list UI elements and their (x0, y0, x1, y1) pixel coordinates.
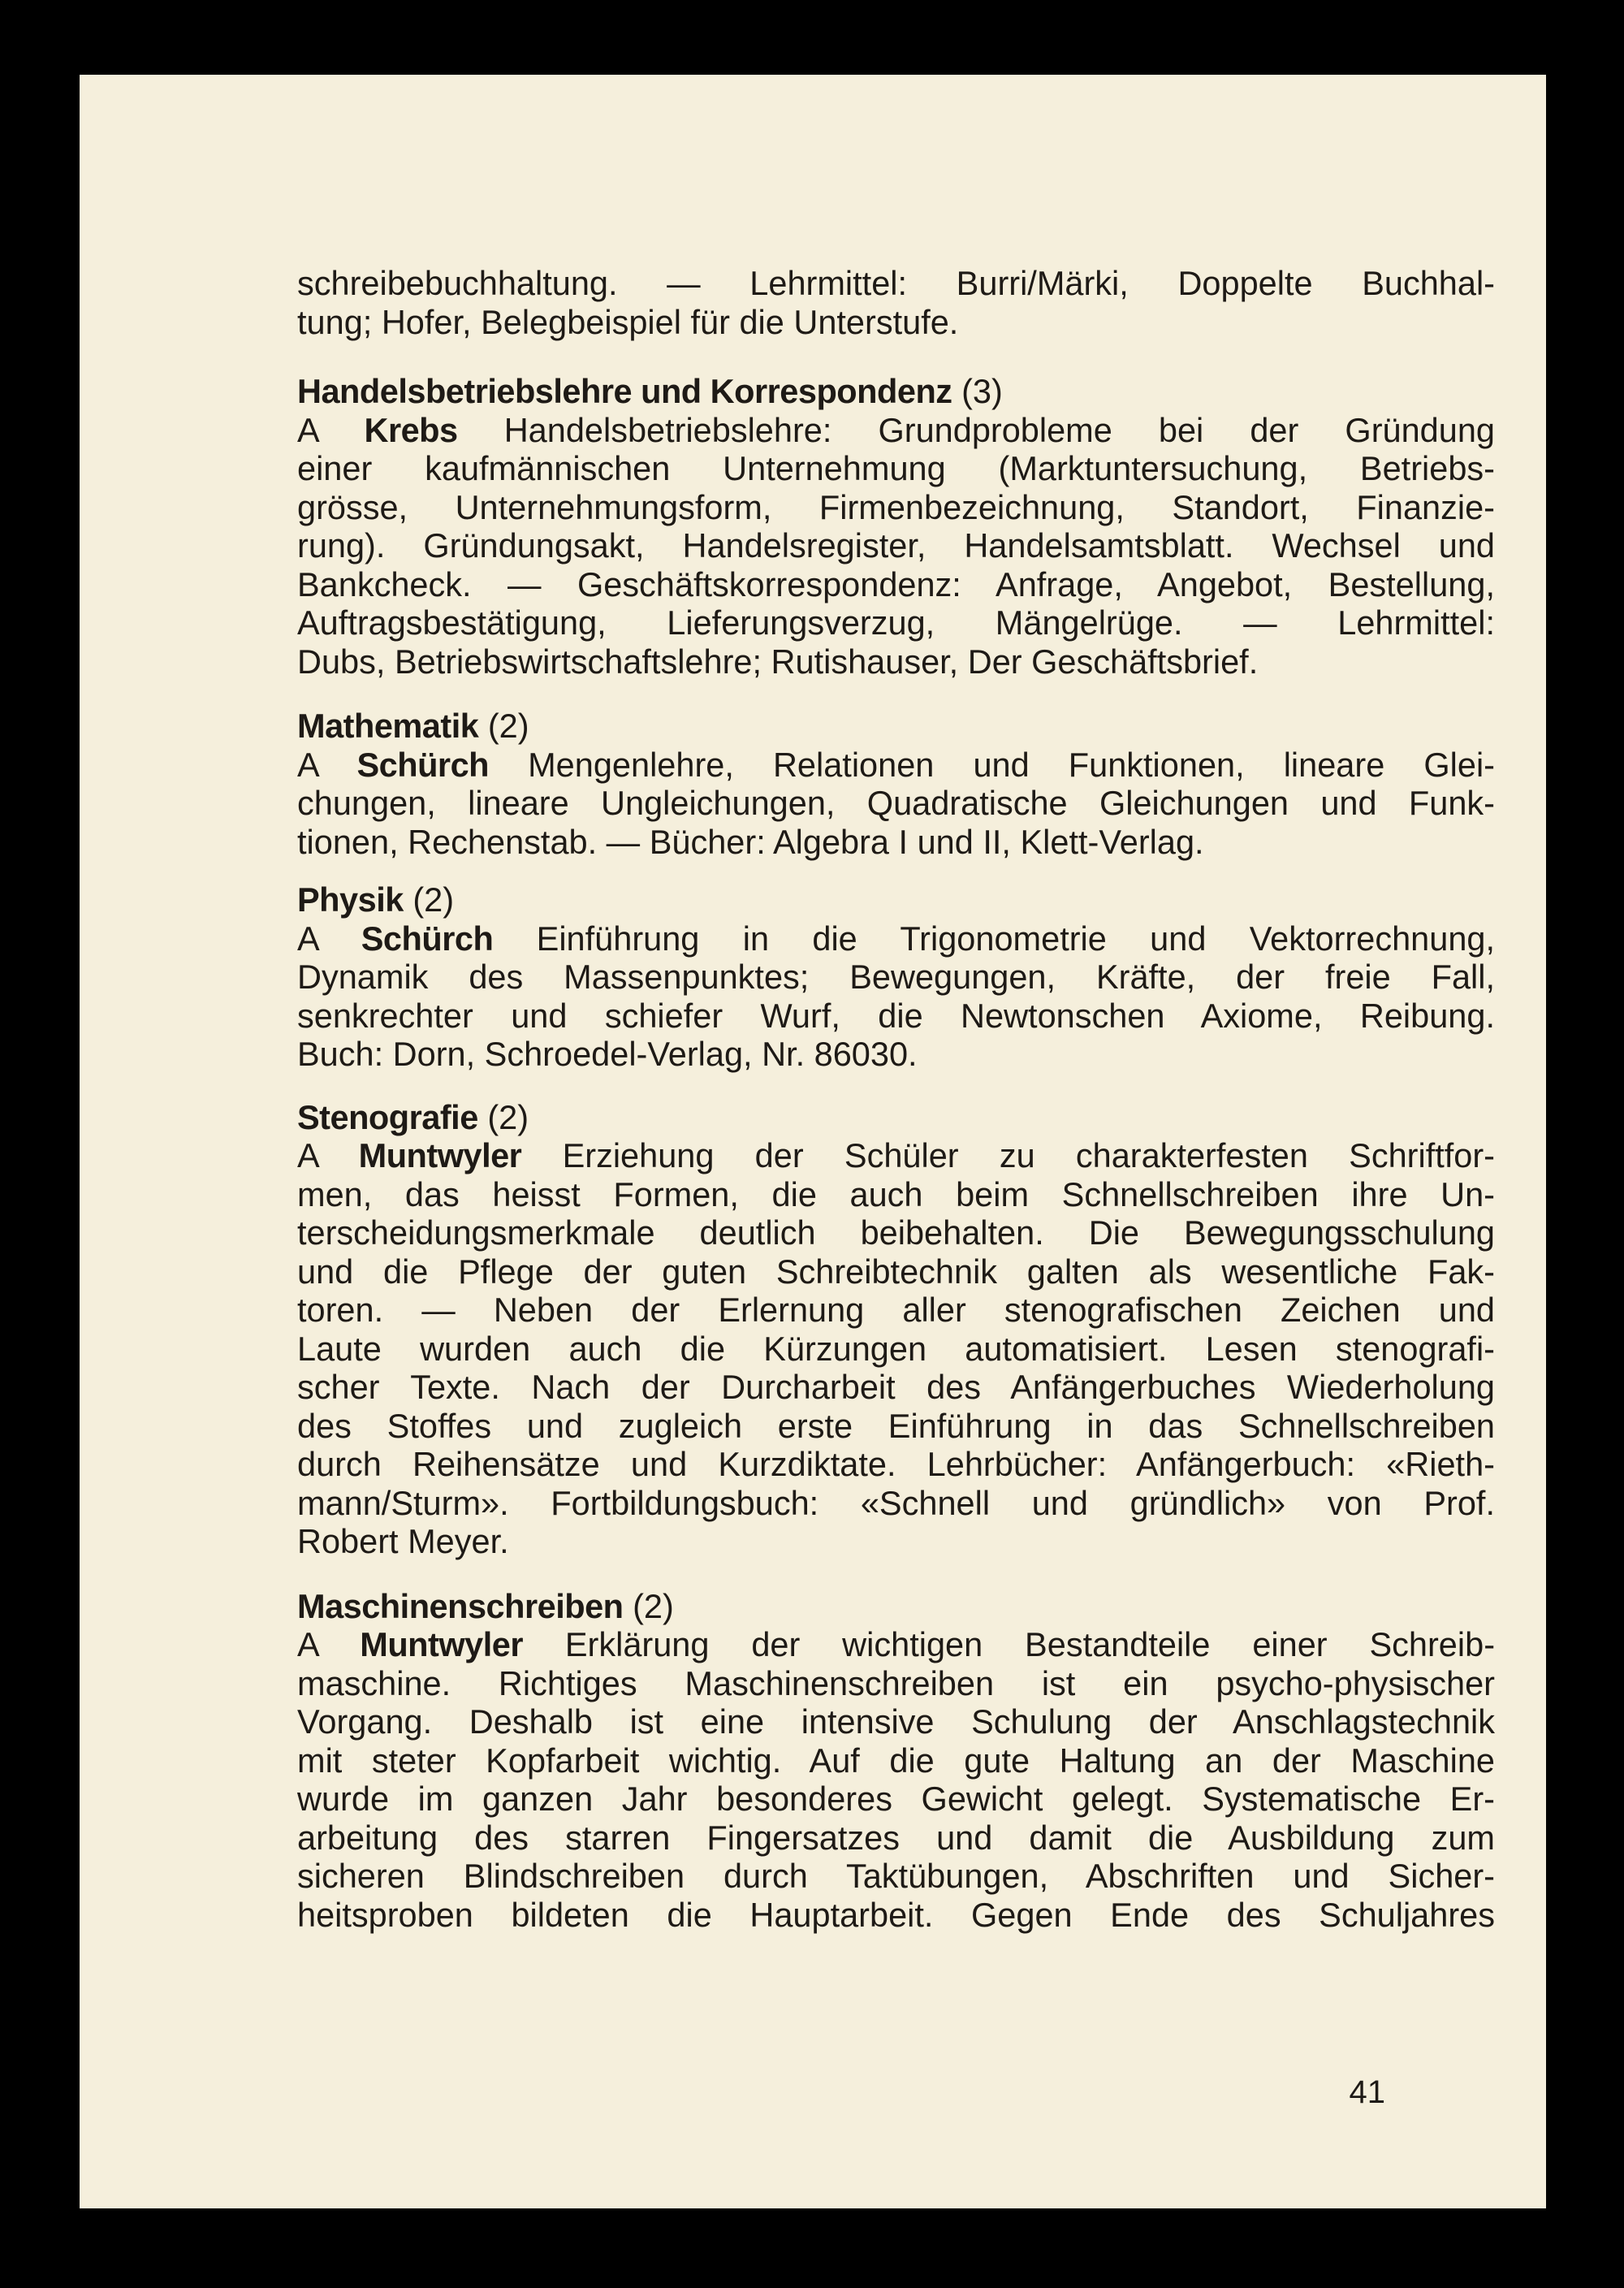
text-line: tung; Hofer, Belegbeispiel für die Unterstufe. (297, 302, 959, 341)
text-line (297, 411, 1495, 450)
text-line (297, 1136, 1495, 1175)
text-line: Dubs, Betriebswirtschaftslehre; Rutishauser, Der Geschäftsbrief. (297, 642, 1259, 681)
text-line: Dynamik des Massenpunktes; Bewegungen, Kräfte, der freie Fall, (297, 958, 1495, 996)
section-heading (297, 707, 1495, 746)
section-heading (297, 880, 1495, 919)
line-text: Erklärung der wichtigen Bestandteile einer Schreib- (564, 1625, 1496, 1663)
text-line: und die Pflege der guten Schreibtechnik galten als wesentliche Fak- (297, 1252, 1495, 1291)
teacher-name: Muntwyler (360, 1625, 523, 1663)
teacher-name: Muntwyler (358, 1136, 522, 1174)
text-line: mann/Sturm». Fortbildungsbuch: «Schnell und gründlich» von Prof. (297, 1483, 1495, 1522)
text-line: tionen, Rechenstab. — Bücher: Algebra I und II, Klett-Verlag. (297, 822, 1204, 861)
text-line: rung). Gründungsakt, Handelsregister, Handelsamtsblatt. Wechsel und (297, 526, 1495, 564)
text-line: Laute wurden auch die Kürzungen automatisiert. Lesen stenografi- (297, 1329, 1495, 1368)
text-line: toren. — Neben der Erlernung aller stenografischen Zeichen und (297, 1291, 1495, 1329)
text-line: men, das heisst Formen, die auch beim Schnellschreiben ihre Un- (297, 1174, 1495, 1213)
text-line (297, 746, 1495, 785)
section-title: Maschinenschreiben (297, 1586, 624, 1625)
text-line: Bankcheck. — Geschäftskorrespondenz: Anfrage, Angebot, Bestellung, (297, 564, 1495, 603)
teacher-name: Schürch (361, 919, 494, 958)
text-line: heitsproben bildeten die Hauptarbeit. Gegen Ende des Schuljahres (297, 1895, 1495, 1934)
text-line: einer kaufmännischen Unternehmung (Marktuntersuchung, Betriebs- (297, 449, 1495, 487)
teacher-prefix: A (297, 919, 318, 958)
text-line: des Stoffes und zugleich erste Einführung in das Schnellschreiben (297, 1406, 1495, 1445)
text-line: scher Texte. Nach der Durcharbeit des Anfängerbuches Wiederholung (297, 1368, 1495, 1406)
line-text: Handelsbetriebslehre: Grundprobleme bei der Gründung (503, 410, 1495, 449)
teacher-prefix: A (297, 1625, 318, 1663)
text-line: mit steter Kopfarbeit wichtig. Auf die gute Haltung an der Maschine (297, 1741, 1495, 1780)
text-line: arbeitung des starren Fingersatzes und damit die Ausbildung zum (297, 1818, 1495, 1857)
section-hours: (2) (633, 1586, 674, 1625)
teacher-prefix: A (297, 745, 318, 784)
text-line: senkrechter und schiefer Wurf, die Newtonschen Axiome, Reibung. (297, 996, 1495, 1035)
text-line (297, 919, 1495, 958)
text-line (297, 1625, 1495, 1664)
section-hours: (2) (487, 1097, 529, 1136)
page-content (297, 264, 1495, 1934)
text-line: terscheidungsmerkmale deutlich beibehalten. Die Bewegungsschulung (297, 1213, 1495, 1252)
text-line: Buch: Dorn, Schroedel-Verlag, Nr. 86030. (297, 1035, 918, 1073)
text-line: Vorgang. Deshalb ist eine intensive Schulung der Anschlagstechnik (297, 1702, 1495, 1741)
text-line: wurde im ganzen Jahr besonderes Gewicht gelegt. Systematische Er- (297, 1780, 1495, 1818)
section-stenografie (297, 1098, 1495, 1561)
text-line: Robert Meyer. (297, 1522, 509, 1560)
intro-paragraph (297, 264, 1495, 341)
line-text: Mengenlehre, Relationen und Funktionen, lineare Glei- (528, 745, 1495, 784)
text-line: chungen, lineare Ungleichungen, Quadratische Gleichungen und Funk- (297, 784, 1495, 822)
section-hours: (3) (961, 372, 1003, 410)
teacher-prefix: A (297, 410, 318, 449)
line-text: Erziehung der Schüler zu charakterfesten Schriftfor- (562, 1136, 1496, 1174)
teacher-name: Schürch (356, 745, 490, 784)
document-page (80, 75, 1546, 2208)
page-number: 41 (1349, 2074, 1385, 2110)
text-line: grösse, Unternehmungsform, Firmenbezeichnung, Standort, Finanzie- (297, 487, 1495, 526)
section-hours: (2) (412, 880, 455, 919)
section-title: Mathematik (297, 707, 479, 745)
text-line: sicheren Blindschreiben durch Taktübungen, Abschriften und Sicher- (297, 1857, 1495, 1895)
section-title: Physik (297, 880, 404, 919)
line-text: Einführung in die Trigonometrie und Vektorrechnung, (536, 919, 1496, 958)
text-line: durch Reihensätze und Kurzdiktate. Lehrbücher: Anfängerbuch: «Rieth- (297, 1445, 1495, 1483)
section-maschinenschreiben (297, 1587, 1495, 1935)
section-heading (297, 1098, 1495, 1137)
section-title: Stenografie (297, 1097, 478, 1136)
section-mathematik (297, 707, 1495, 861)
text-line: schreibebuchhaltung. — Lehrmittel: Burri/Märki, Doppelte Buchhal- (297, 264, 1495, 302)
section-heading (297, 1587, 1495, 1626)
section-title: Handelsbetriebslehre und Korrespondenz (297, 372, 952, 410)
teacher-prefix: A (297, 1136, 318, 1174)
section-handelsbetriebslehre (297, 372, 1495, 681)
section-heading (297, 372, 1495, 411)
text-line: maschine. Richtiges Maschinenschreiben ist ein psycho-physischer (297, 1663, 1495, 1702)
text-line: Auftragsbestätigung, Lieferungsverzug, Mängelrüge. — Lehrmittel: (297, 603, 1495, 642)
teacher-name: Krebs (364, 410, 458, 449)
section-hours: (2) (487, 707, 529, 745)
section-physik (297, 880, 1495, 1074)
